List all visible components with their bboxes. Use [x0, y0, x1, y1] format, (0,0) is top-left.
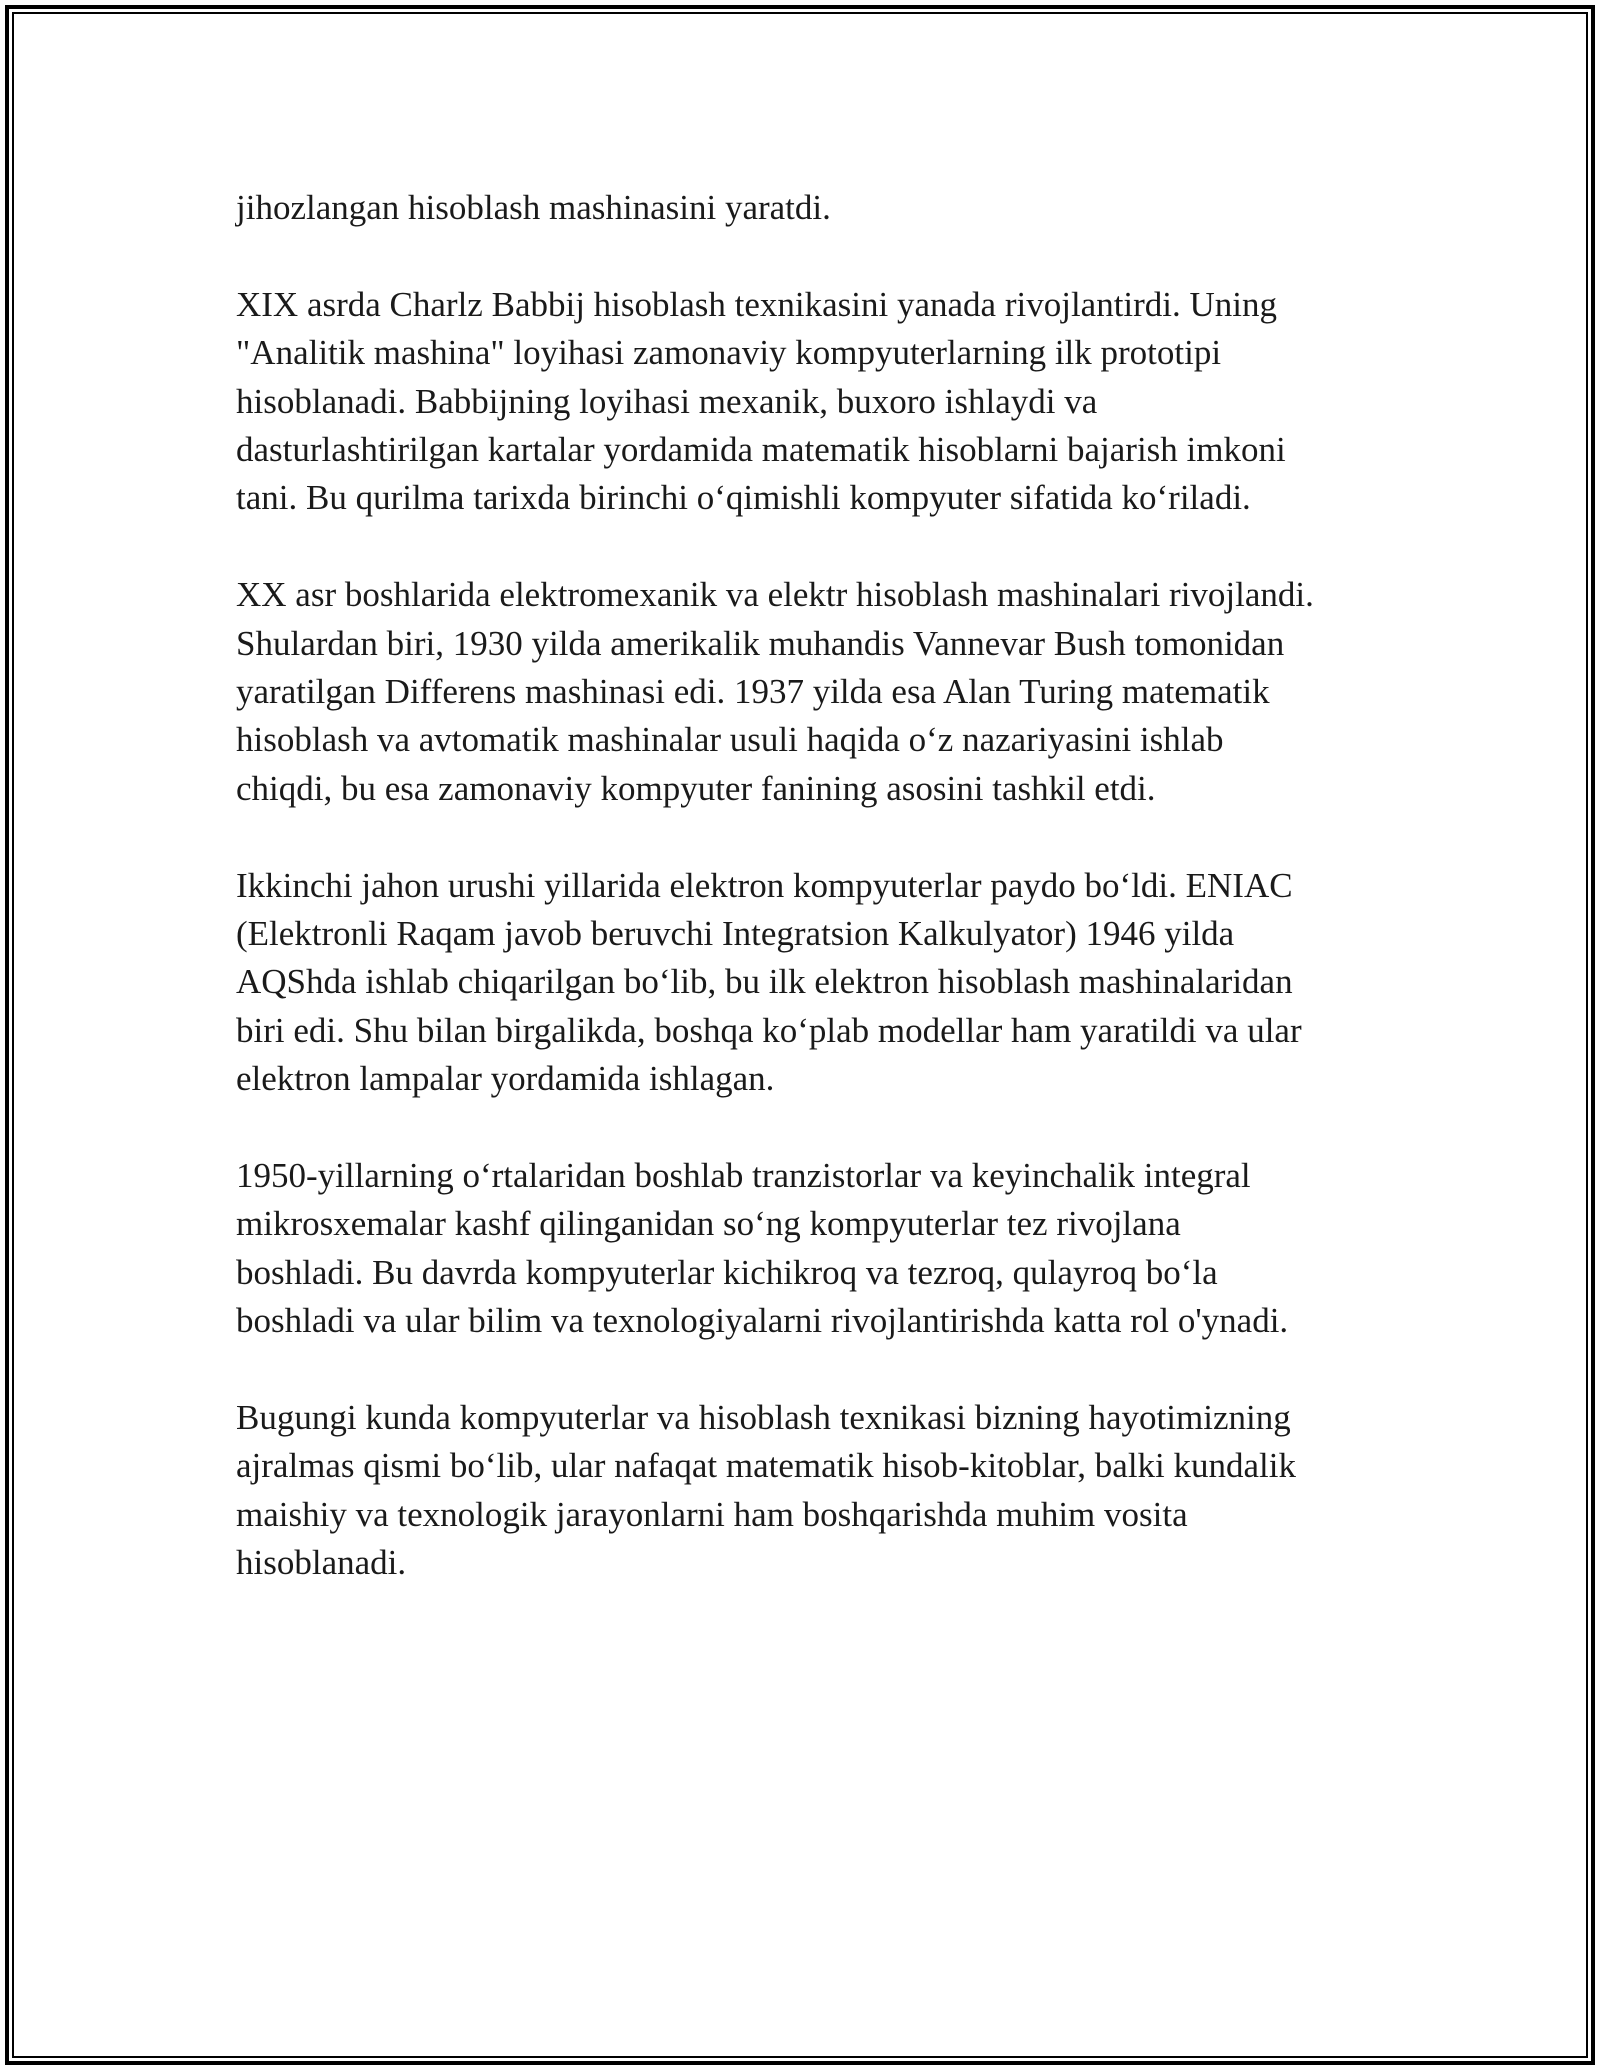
paragraph-spacing — [236, 1346, 1416, 1394]
text-line: yaratilgan Differens mashinasi edi. 1937 yilda esa Alan Turing matematik — [236, 672, 1270, 712]
text-line: (Elektronli Raqam javob beruvchi Integratsion Kalkulyator) 1946 yilda — [236, 914, 1235, 954]
text-line: maishiy va texnologik jarayonlarni ham boshqarishda muhim vosita — [236, 1494, 1188, 1534]
paragraph-spacing — [236, 523, 1416, 571]
text-line: tani. Bu qurilma tarixda birinchi o‘qimishli kompyuter sifatida ko‘riladi. — [236, 478, 1251, 518]
text-line: chiqdi, bu esa zamonaviy kompyuter fanining asosini tashkil etdi. — [236, 768, 1156, 808]
text-line: AQShda ishlab chiqarilgan bo‘lib, bu ilk elektron hisoblash mashinalaridan — [236, 962, 1293, 1002]
paragraph-spacing — [236, 232, 1416, 280]
text-line: XIX asrda Charlz Babbij hisoblash texnikasini yanada rivojlantirdi. Uning — [236, 284, 1278, 324]
paragraph-spacing — [236, 1104, 1416, 1152]
text-line: hisoblanadi. Babbijning loyihasi mexanik, buxoro ishlaydi va — [236, 381, 1098, 421]
text-line: jihozlangan hisoblash mashinasini yaratdi. — [236, 188, 831, 227]
text-line: Bugungi kunda kompyuterlar va hisoblash texnikasi bizning hayotimizning — [236, 1398, 1291, 1438]
text-line: elektron lampalar yordamida ishlagan. — [236, 1059, 775, 1099]
paragraph-5 — [236, 1152, 1416, 1346]
paragraph-3 — [236, 571, 1416, 813]
text-line: hisoblash va avtomatik mashinalar usuli haqida o‘z nazariyasini ishlab — [236, 720, 1224, 760]
paragraph-1 — [236, 184, 1416, 232]
paragraph-2 — [236, 281, 1416, 523]
text-line: dasturlashtirilgan kartalar yordamida matematik hisoblarni bajarish imkoni — [236, 430, 1286, 470]
paragraph-4 — [236, 862, 1416, 1104]
text-line: Ikkinchi jahon urushi yillarida elektron kompyuterlar paydo bo‘ldi. ENIAC — [236, 865, 1293, 905]
text-line: "Analitik mashina" loyihasi zamonaviy kompyuterlarning ilk prototipi — [236, 333, 1222, 373]
paragraph-6 — [236, 1394, 1416, 1588]
text-line: boshladi va ular bilim va texnologiyalarni rivojlantirishda katta rol o'ynadi. — [236, 1301, 1289, 1341]
text-line: biri edi. Shu bilan birgalikda, boshqa ko‘plab modellar ham yaratildi va ular — [236, 1010, 1302, 1050]
document-body — [236, 184, 1416, 1588]
text-line: mikrosxemalar kashf qilinganidan so‘ng kompyuterlar tez rivojlana — [236, 1204, 1181, 1244]
text-line: ajralmas qismi bo‘lib, ular nafaqat matematik hisob-kitoblar, balki kundalik — [236, 1446, 1296, 1486]
text-line: XX asr boshlarida elektromexanik va elektr hisoblash mashinalari rivojlandi. — [236, 575, 1314, 615]
text-line: Shulardan biri, 1930 yilda amerikalik muhandis Vannevar Bush tomonidan — [236, 623, 1285, 663]
text-line: 1950-yillarning o‘rtalaridan boshlab tranzistorlar va keyinchalik integral — [236, 1156, 1251, 1196]
text-line: boshladi. Bu davrda kompyuterlar kichikroq va tezroq, qulayroq bo‘la — [236, 1252, 1218, 1292]
text-line: hisoblanadi. — [236, 1543, 407, 1583]
paragraph-spacing — [236, 813, 1416, 861]
